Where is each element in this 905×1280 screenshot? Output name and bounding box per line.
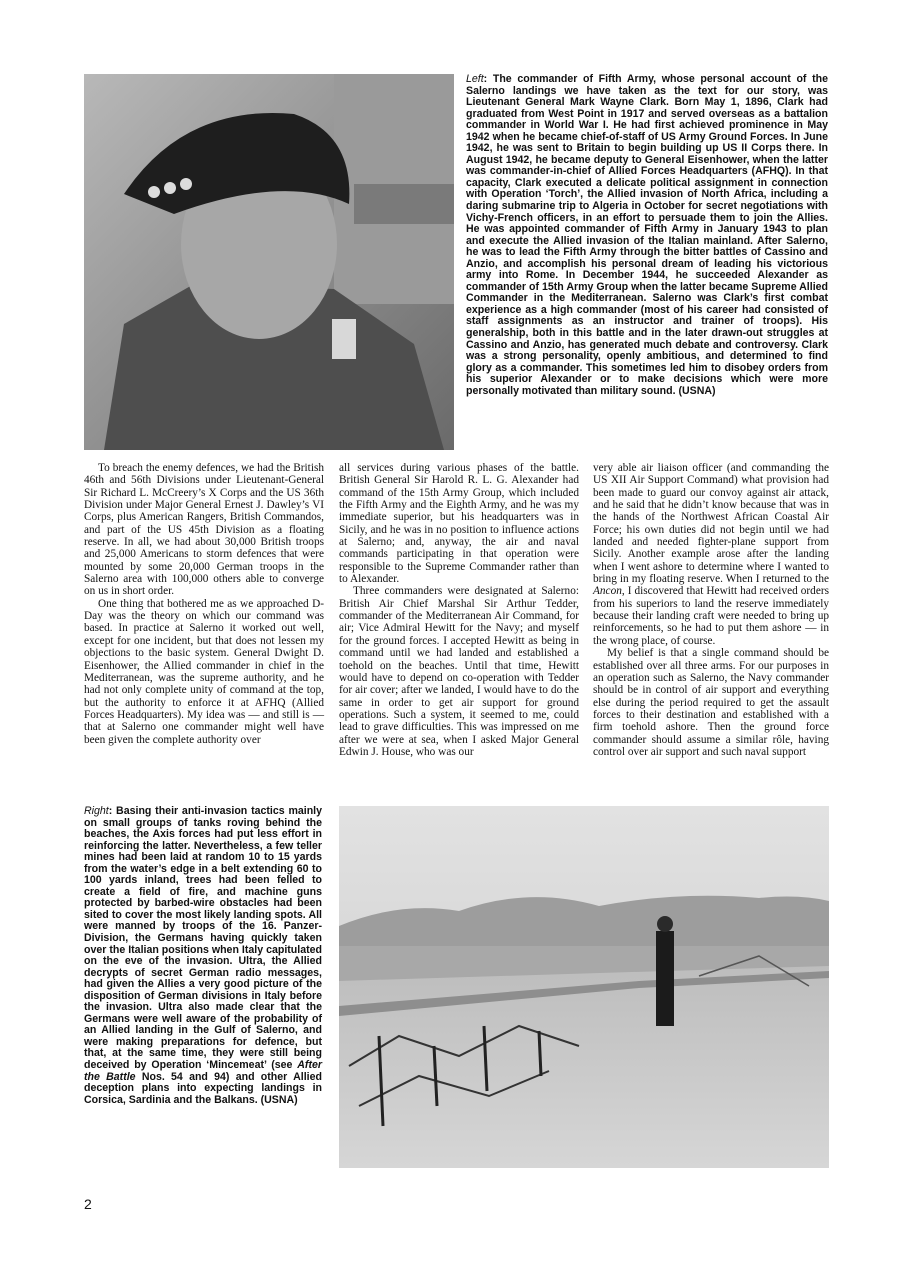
body-column-3 [593,462,829,758]
paragraph: very able air liaison officer (and commanding the US XII Air Support Command) what provision had been made to guard our convoy against air attack, and he said that he didn’t know because that was in the hands of the Northwest African Coastal Air Force; his own duties did not begin until we had landed and needed fighter-plane support from Sicily. Another example arose after the landing when I went ashore to determine where I wanted to bring in my floating reserve. When I returned to the Ancon, I discovered that Hewitt had received orders from his superiors to land the reserve immediately because their landing craft were needed to bring up reinforcements, so he had to put them ashore — in the wrong place, of course. [593,462,829,647]
paragraph: One thing that bothered me as we approached D-Day was the theory on which our command was based. In practice at Salerno it worked out well, except for one incident, but that does not lessen my objections to the basic system. General Dwight D. Eisenhower, the Allied commander in chief in the Mediterranean, was the supreme authority, and he had not only complete unity of command at the top, but the authority to enforce it at AFHQ (Allied Forces Headquarters). My idea was — and still is — that at Salerno one commander might well have been given the complete authority over [84,597,324,746]
paragraph: Three commanders were designated at Salerno: British Air Chief Marshal Sir Arthur Tedder, commander of the Mediterranean Air Command, for air; Vice Admiral Hewitt for the Navy; and myself for the ground forces. I accepted Hewitt as being in command until we had landed and established a toehold on the beaches. Until that time, Hewitt would have to depend on co-operation with Tedder for air cover; after we landed, I would have to do the same in order to get air support for ground operations. Such a system, it seemed to me, could lead to grave difficulties. This was impressed on me after we were at sea, when I asked Major General Edwin J. House, who was our [339,585,579,758]
beach-photo [339,806,829,1168]
page-number: 2 [84,1196,92,1212]
paragraph: all services during various phases of the battle. British General Sir Harold R. L. G. Alexander had command of the 15th Army Group, which included the Fifth Army and the Eighth Army, and he was my immediate superior, but his headquarters was in Sicily, and he was in no position to influence actions at Salerno; and, anyway, the air and naval commands participating in that operation were responsible to the Supreme Commander rather than to Alexander. [339,462,579,586]
body-column-2 [339,462,579,758]
portrait-caption: Left: The commander of Fifth Army, whose personal account of the Salerno landings we have taken as the text for our story, was Lieutenant General Mark Wayne Clark. Born May 1, 1896, Clark had graduated from West Point in 1917 and served overseas as a battalion commander in World War I. He had first achieved prominence in May 1942 when he became chief-of-staff of US Army Ground Forces. In June 1942, he was sent to Britain to begin building up US II Corps there. In August 1942, he became deputy to General Eisenhower, when the latter was commander-in-chief of Allied Forces Headquarters (AFHQ). In that capacity, Clark executed a delicate political assignment in connection with Operation ‘Torch’, the Allied invasion of North Africa, including a daring submarine trip to Algeria in October for secret negotiations with Vichy-French officers, in an effort to persuade them to join the Allies. He was appointed commander of Fifth Army in January 1943 to plan and execute the Allied invasion of the Italian mainland. After Salerno, he was to lead the Fifth Army through the bitter battles of Cassino and Anzio, and accomplish his personal dream of leading his victorious army into Rome. In December 1944, he succeeded Alexander as commander of 15th Army Group when the latter became Supreme Allied Commander in the Mediterranean. Salerno was Clark’s first combat experience as a high commander (most of his career had consisted of staff assignments as an instructor and trainer of troops). His generalship, both in this battle and in the later drawn-out struggles at Cassino and Anzio, has generated much debate and controversy. Clark was a strong personality, openly ambitious, and determined to find glory as a commander. This sometimes led him to disobey orders from his superior Alexander or to make decisions which were more personally motivated than military sound. (USNA) [466,73,828,397]
beach-caption: Right: Basing their anti-invasion tactics mainly on small groups of tanks roving behind the beaches, the Axis forces had put less effort in reinforcing the latter. Nevertheless, a few teller mines had been laid at random 10 to 15 yards from the water’s edge in a belt extending 60 to 100 yards inland, trees had been felled to create a field of fire, and machine guns protected by barbed-wire obstacles had been sited to cover the most likely landing spots. All were manned by troops of the 16. Panzer-Division, the Germans having quickly taken over the Italian positions when Italy capitulated on the eve of the invasion. Ultra, the Allied decrypts of secret German radio messages, had given the Allies a very good picture of the disposition of German divisions in Italy before the invasion. Ultra also made clear that the Germans were well aware of the probability of an Allied landing in the Gulf of Salerno, and were making preparations for defence, but that, at the same time, they were still being deceived by Operation ‘Mincemeat’ (see After the Battle Nos. 54 and 94) and other Allied deception plans into expecting landings in Corsica, Sardinia and the Balkans. (USNA) [84,805,322,1106]
portrait-photo [84,74,454,450]
paragraph: My belief is that a single command should be established over all three arms. For our purposes in an operation such as Salerno, the Navy commander should be in control of air support and everything else during the period required to get the assault forces to their destination and established with a firm toehold ashore. Then the ground force commander should assume a similar rôle, having control over air support and such naval support [593,647,829,758]
body-column-1 [84,462,324,746]
paragraph: To breach the enemy defences, we had the British 46th and 56th Divisions under Lieutenant-General Sir Richard L. McCreery’s X Corps and the US 36th Division under Major General Ernest J. Dawley’s VI Corps, plus American Rangers, British Commandos, and part of the US 45th Division as a floating reserve. In all, we had about 30,000 British troops and 25,000 Americans to storm defences that were mounted by some 20,000 German troops in the Salerno area with 100,000 others able to converge on us in short order. [84,462,324,598]
